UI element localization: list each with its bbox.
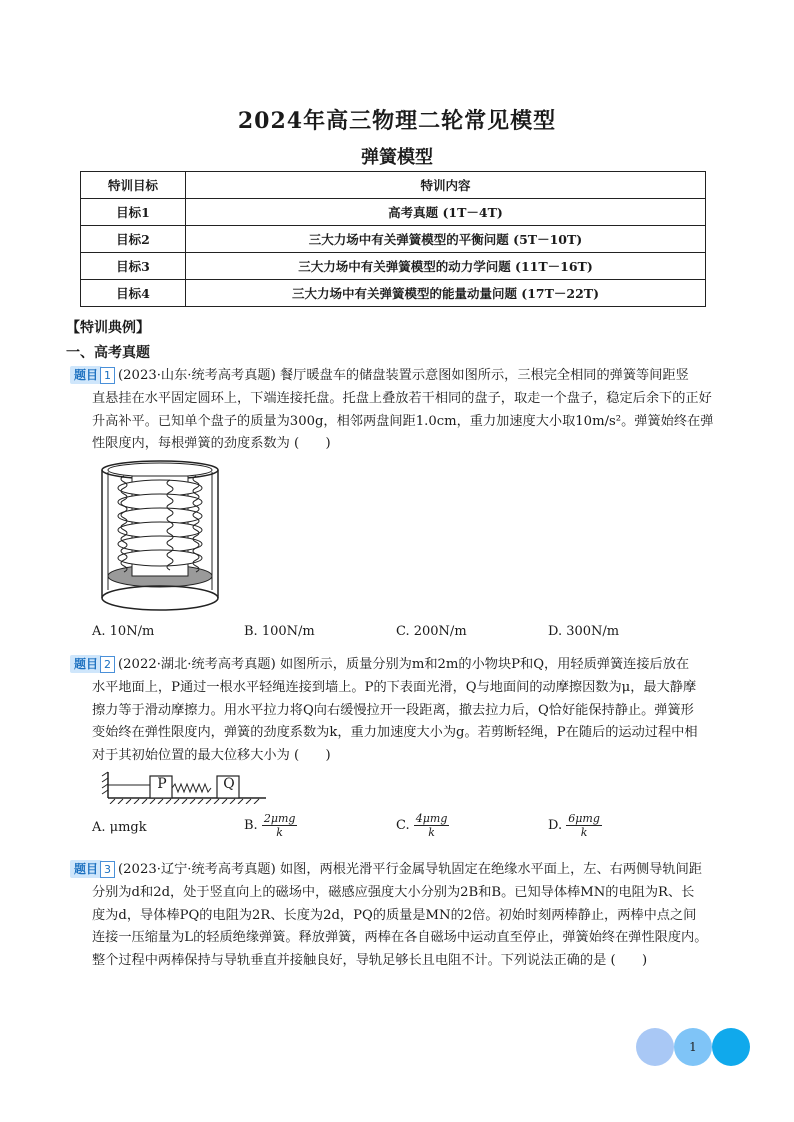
question-text: (2023·辽宁·统考高考真题) 如图，两根光滑平行金属导轨固定在绝缘水平面上，左、右两侧导轨间距: [118, 862, 702, 877]
question-text: 连接一压缩量为L的轻质绝缘弹簧。释放弹簧，两棒在各自磁场中运动直至停止，弹簧始终在弹性限度内。: [92, 930, 708, 946]
page-number: 1: [689, 1040, 697, 1054]
question-text: 度为d，导体棒PQ的电阻为2R、长度为2d，PQ的质量是MN的2倍。初始时刻两棒静止，两棒中点之间: [92, 907, 697, 923]
option-a[interactable]: A. 10N/m: [92, 624, 155, 639]
block-p-label: P: [157, 776, 167, 792]
spring-blocks-figure: [100, 770, 268, 804]
question-text: 对于其初始位置的最大位移大小为 ( ): [92, 748, 331, 764]
option-label: B.: [244, 818, 258, 833]
table-row: [81, 280, 706, 307]
denominator: k: [580, 826, 588, 839]
option-b[interactable]: B. 100N/m: [244, 624, 315, 639]
question-number: 1: [100, 367, 115, 384]
question-1: [70, 365, 726, 456]
page-number-badge: [636, 1028, 756, 1068]
question-tag: 题目: [70, 655, 102, 673]
decor-dot: [636, 1028, 674, 1066]
table-cell: 目标2: [81, 226, 186, 253]
numerator: 4μmg: [415, 812, 448, 825]
question-text: 变始终在弹性限度内，弹簧的劲度系数为k，重力加速度大小为g。若剪断轻绳，P在随后的运动过程中相: [92, 725, 698, 741]
question-text: 整个过程中两棒保持与导轨垂直并接触良好，导轨足够长且电阻不计。下列说法正确的是 ( ): [92, 953, 648, 969]
option-b[interactable]: [244, 812, 297, 839]
table-header-cell: 特训内容: [186, 172, 706, 199]
question-text: 性限度内，每根弹簧的劲度系数为 ( ): [92, 436, 331, 452]
fraction: [566, 812, 602, 839]
option-label: C.: [396, 818, 410, 833]
plate-storage-figure: [96, 458, 224, 620]
option-label: D.: [548, 818, 563, 833]
option-c[interactable]: [396, 812, 449, 839]
option-a[interactable]: A. μmgk: [92, 820, 147, 835]
table-row: [81, 253, 706, 280]
fraction: [262, 812, 298, 839]
numerator: 6μmg: [568, 812, 600, 825]
question-tag: 题目: [70, 860, 102, 878]
denominator: k: [276, 826, 283, 839]
question-text: (2022·湖北·统考高考真题) 如图所示，质量分别为m和2m的小物块P和Q，用轻质弹簧连接后放在: [118, 657, 690, 672]
question-2: [70, 654, 726, 768]
table-header-cell: 特训目标: [81, 172, 186, 199]
question-tag: 题目: [70, 366, 102, 384]
table-cell: 高考真题 (1T－4T): [186, 199, 706, 226]
option-c[interactable]: C. 200N/m: [396, 624, 467, 639]
table-header-row: [81, 172, 706, 199]
question-text: 直悬挂在水平固定圆环上，下端连接托盘。托盘上叠放若干相同的盘子，取走一个盘子，稳定后余下的正好: [92, 390, 712, 406]
table-row: [81, 226, 706, 253]
question-text: 擦力等于滑动摩擦力。用水平拉力将Q向右缓慢拉开一段距离，撤去拉力后，Q恰好能保持静止。弹簧形: [92, 702, 694, 718]
decor-dot: [674, 1028, 712, 1066]
table-cell: 三大力场中有关弹簧模型的动力学问题 (11T－16T): [186, 253, 706, 280]
fraction: [414, 812, 450, 839]
question-text: (2023·山东·统考高考真题) 餐厅暖盘车的储盘装置示意图如图所示，三根完全相同的弹簧等间距竖: [118, 368, 689, 383]
table-cell: 目标4: [81, 280, 186, 307]
page-title: 2024年高三物理二轮常见模型: [237, 108, 557, 134]
page-subtitle: 弹簧模型: [361, 147, 433, 168]
table-cell: 目标3: [81, 253, 186, 280]
denominator: k: [428, 826, 435, 839]
question-text: 升高补平。已知单个盘子的质量为300g，相邻两盘间距1.0cm，重力加速度大小取10m/s²。弹簧始终在弹: [92, 413, 714, 429]
training-targets-table: [80, 171, 706, 307]
section-heading-exam-questions: 一、高考真题: [66, 345, 150, 361]
decor-dot: [712, 1028, 750, 1066]
question-3: [70, 859, 726, 973]
question-number: 2: [100, 656, 115, 673]
table-cell: 三大力场中有关弹簧模型的平衡问题 (5T－10T): [186, 226, 706, 253]
question-number: 3: [100, 861, 115, 878]
block-q-label: Q: [223, 776, 235, 792]
option-d[interactable]: D. 300N/m: [548, 624, 620, 639]
table-row: [81, 199, 706, 226]
table-cell: 目标1: [81, 199, 186, 226]
table-cell: 三大力场中有关弹簧模型的能量动量问题 (17T－22T): [186, 280, 706, 307]
question-text: 分别为d和2d，处于竖直向上的磁场中，磁感应强度大小分别为2B和B。已知导体棒MN的电阻为R、长: [92, 884, 695, 900]
section-heading-examples: 【特训典例】: [66, 320, 150, 336]
numerator: 2μmg: [263, 812, 296, 825]
option-d[interactable]: [548, 812, 602, 839]
question-text: 水平地面上，P通过一根水平轻绳连接到墙上。P的下表面光滑，Q与地面间的动摩擦因数为μ，最大静摩: [92, 679, 697, 695]
